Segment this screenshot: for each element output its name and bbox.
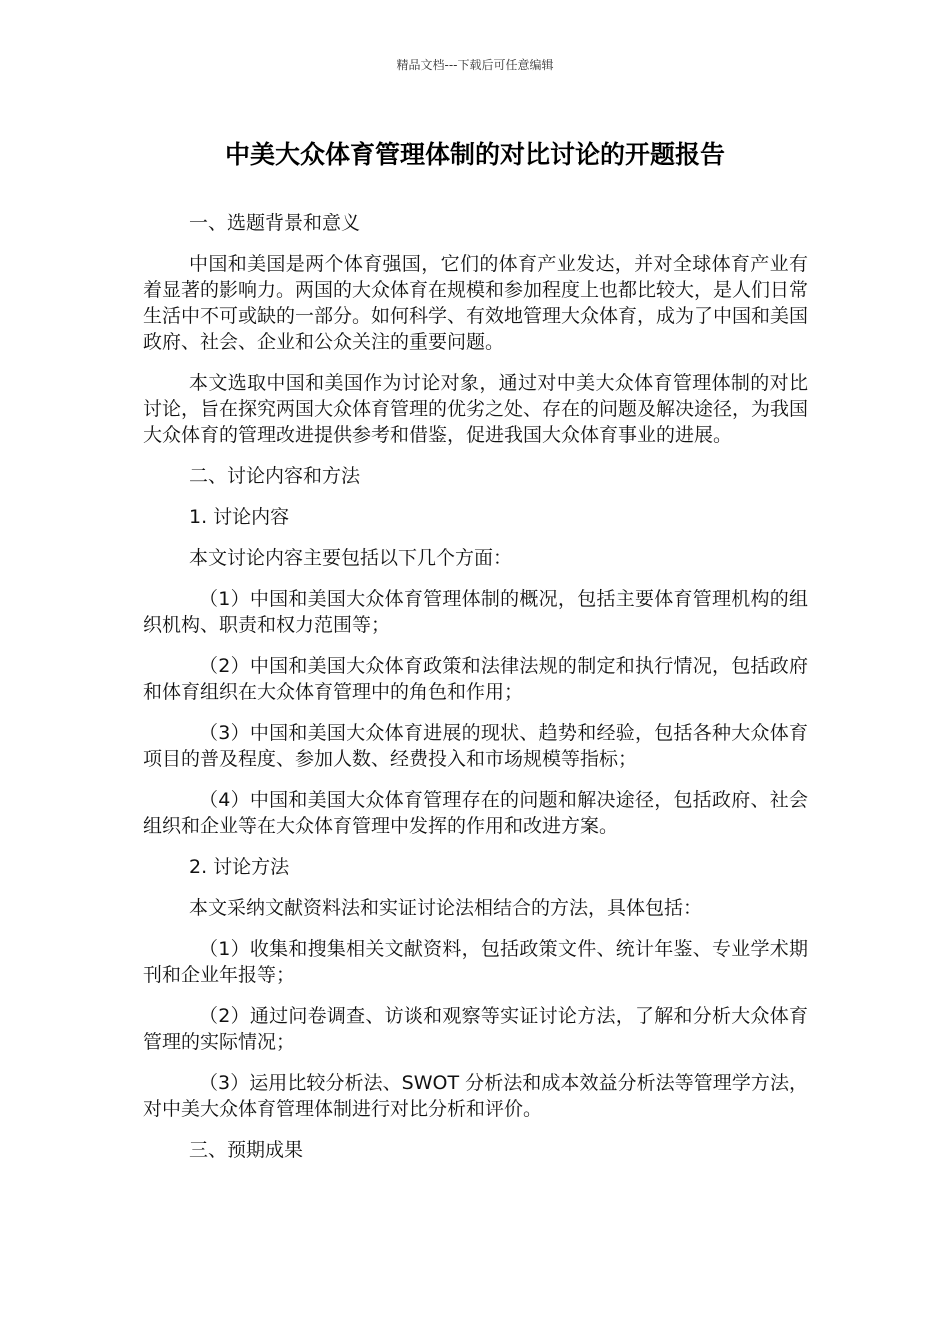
paragraph-background-2: 本文选取中国和美国作为讨论对象，通过对中美大众体育管理体制的对比讨论，旨在探究两国大众体育管理的优劣之处、存在的问题及解决途径，为我国大众体育的管理改进提供参考和借鉴，促进我国大众体育事业的进展。 xyxy=(143,372,809,446)
list-item-content-1: （1）中国和美国大众体育管理体制的概况，包括主要体育管理机构的组织机构、职责和权力范围等； xyxy=(143,588,808,636)
paragraph-content-intro: 本文讨论内容主要包括以下几个方面： xyxy=(189,547,513,569)
list-item-method-1: （1）收集和搜集相关文献资料，包括政策文件、统计年鉴、专业学术期刊和企业年报等； xyxy=(143,938,808,986)
document-body xyxy=(143,210,808,1178)
list-item-content-3: （3）中国和美国大众体育进展的现状、趋势和经验，包括各种大众体育项目的普及程度、参加人数、经费投入和市场规模等指标； xyxy=(143,722,808,770)
subheading-method: 2. 讨论方法 xyxy=(189,856,290,878)
section-heading-expected-results: 三、预期成果 xyxy=(189,1139,304,1161)
section-heading-background: 一、选题背景和意义 xyxy=(189,212,361,234)
list-item-content-4: （4）中国和美国大众体育管理存在的问题和解决途径，包括政府、社会组织和企业等在大众体育管理中发挥的作用和改进方案。 xyxy=(143,789,808,837)
list-item-method-2: （2）通过问卷调查、访谈和观察等实证讨论方法，了解和分析大众体育管理的实际情况； xyxy=(143,1005,808,1053)
header-watermark: 精品文档---下载后可任意编辑 xyxy=(396,58,554,72)
document-title: 中美大众体育管理体制的对比讨论的开题报告 xyxy=(224,140,725,169)
subheading-content: 1. 讨论内容 xyxy=(189,506,290,528)
section-heading-content-method: 二、讨论内容和方法 xyxy=(189,465,361,487)
paragraph-method-intro: 本文采纳文献资料法和实证讨论法相结合的方法，具体包括： xyxy=(189,897,703,919)
list-item-method-3: （3）运用比较分析法、SWOT 分析法和成本效益分析法等管理学方法，对中美大众体育管理体制进行对比分析和评价。 xyxy=(143,1072,808,1120)
paragraph-background-1: 中国和美国是两个体育强国，它们的体育产业发达，并对全球体育产业有着显著的影响力。两国的大众体育在规模和参加程度上也都比较大，是人们日常生活中不可或缺的一部分。如何科学、有效地管理大众体育，成为了中国和美国政府、社会、企业和公众关注的重要问题。 xyxy=(143,253,809,353)
list-item-content-2: （2）中国和美国大众体育政策和法律法规的制定和执行情况，包括政府和体育组织在大众体育管理中的角色和作用； xyxy=(143,655,808,703)
